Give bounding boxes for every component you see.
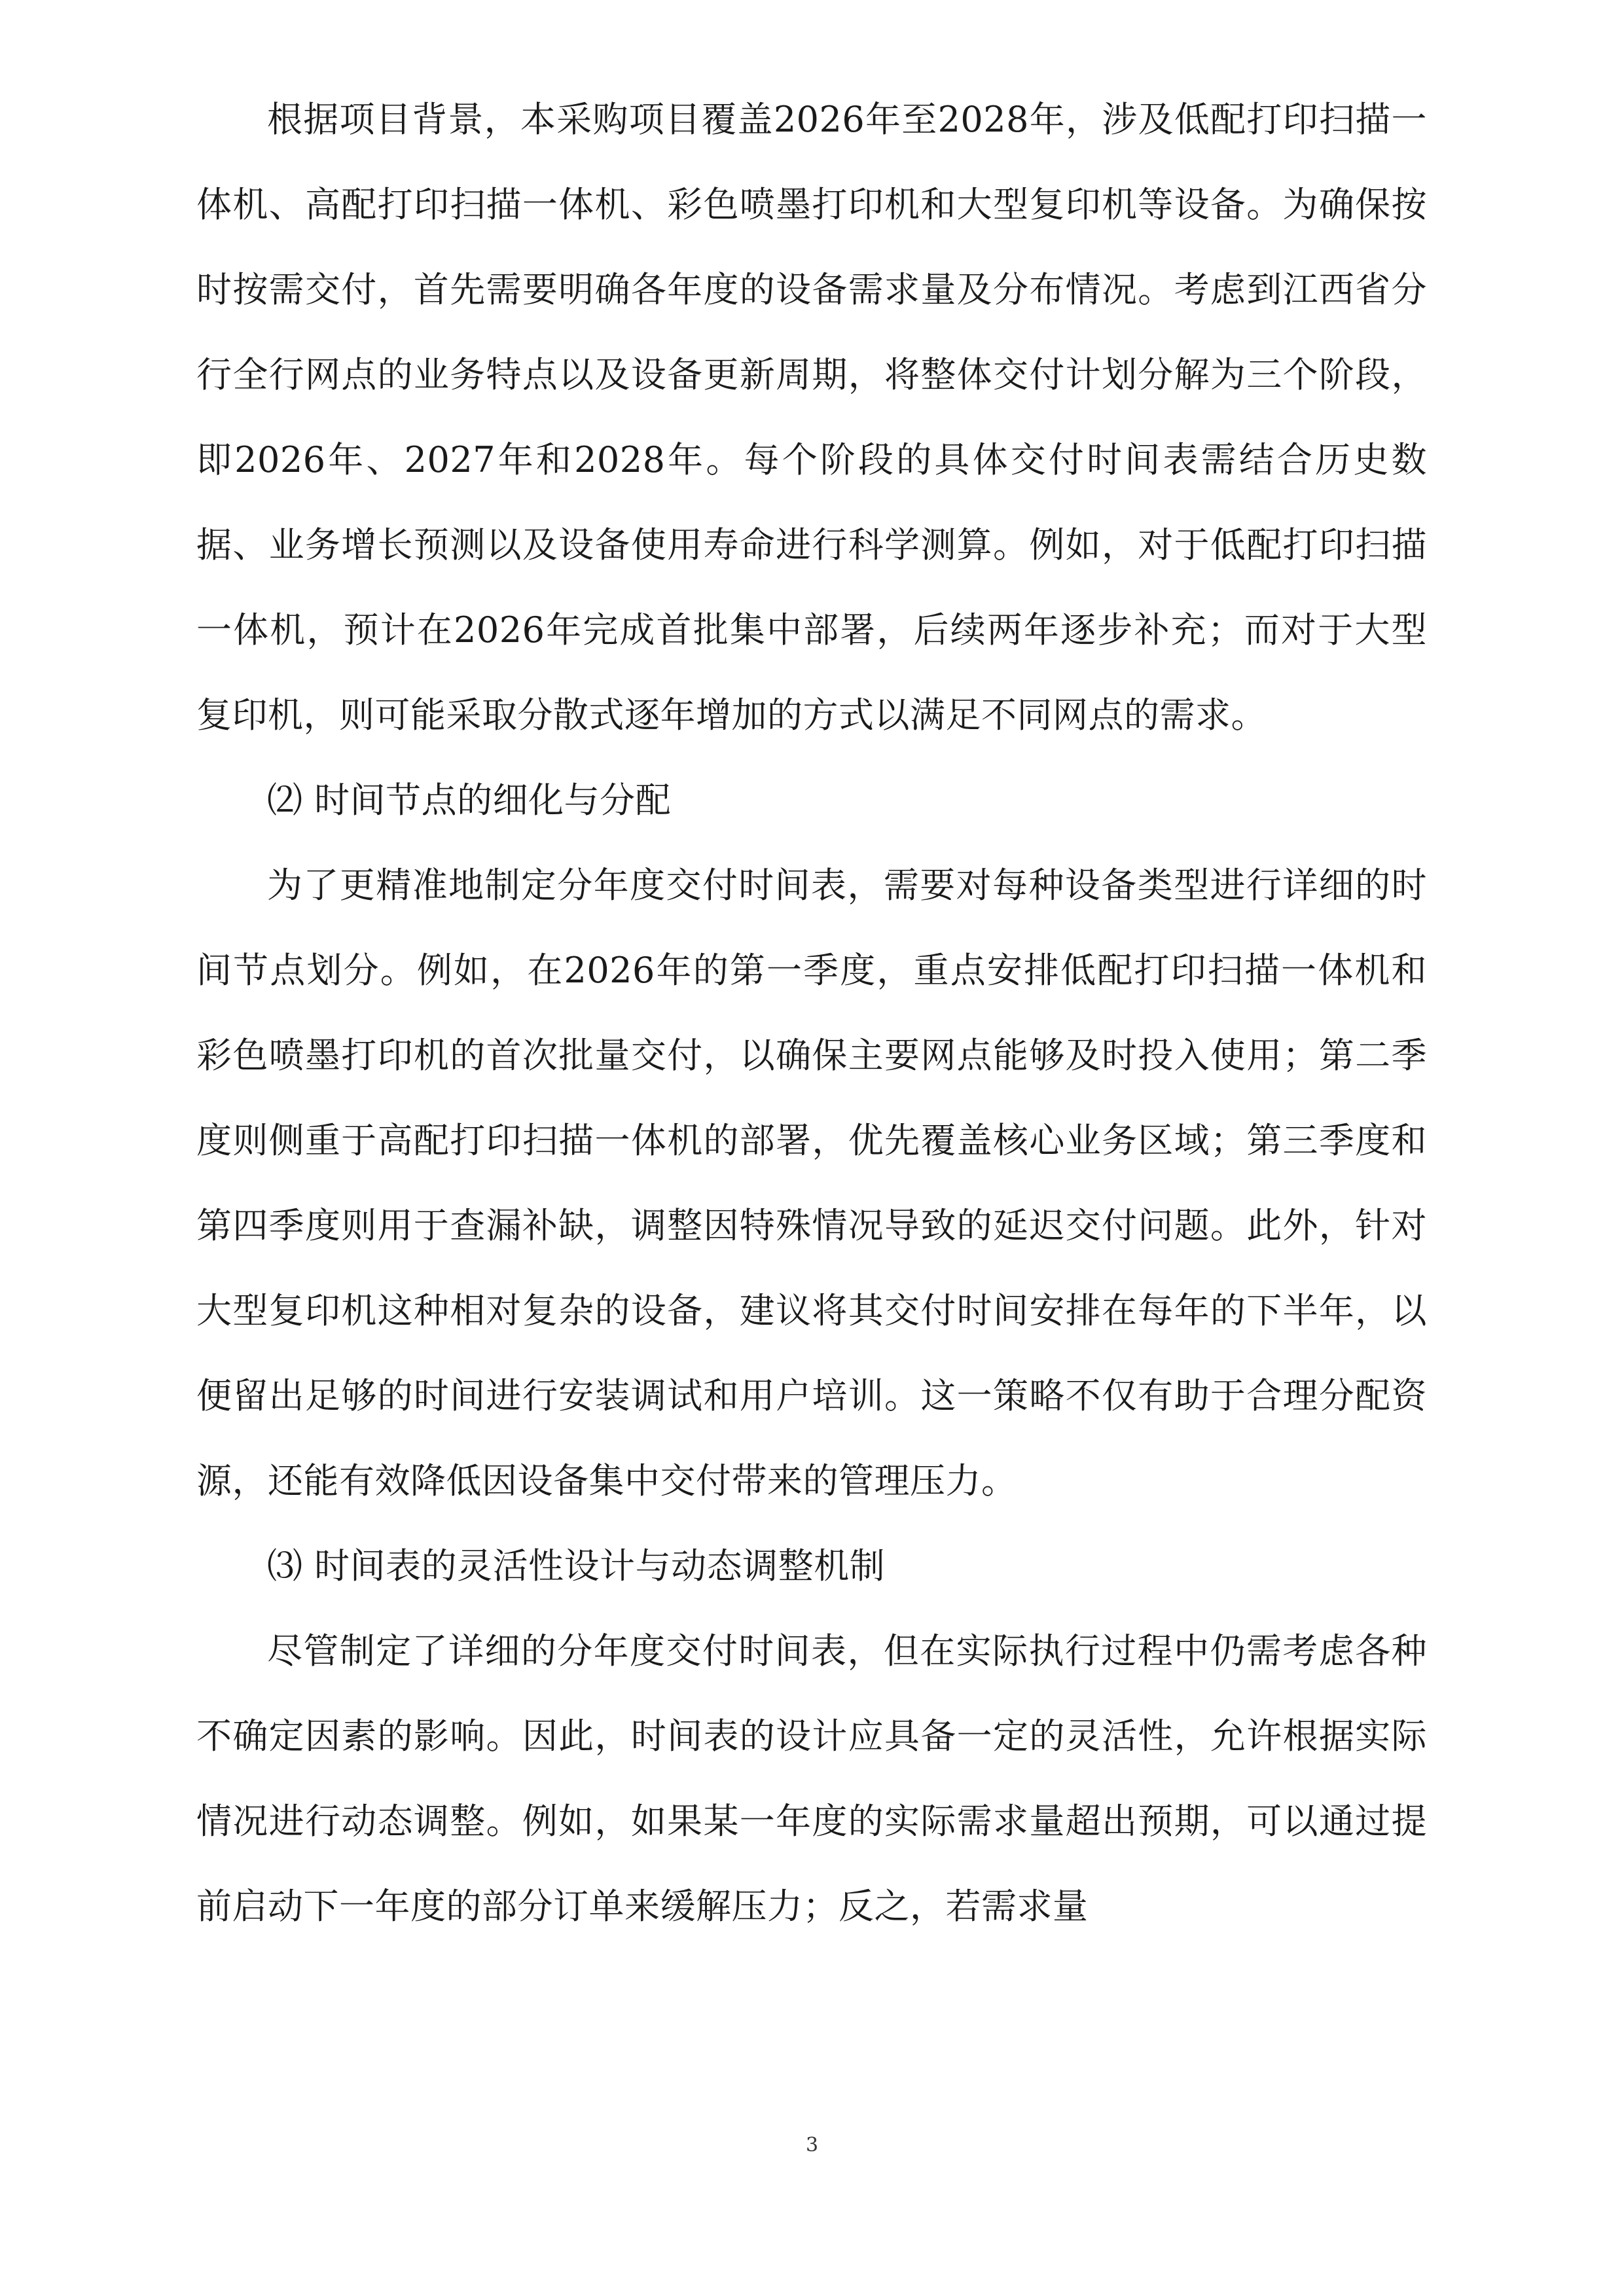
section-heading-flexibility: ⑶ 时间表的灵活性设计与动态调整机制 — [267, 1545, 886, 1587]
paragraph-project-background: 根据项目背景，本采购项目覆盖2026年至2028年，涉及低配打印扫描一体机、高配打印扫描一体机、彩色喷墨打印机和大型复印机等设备。为确保按时按需交付，首先需要明确各年度的设备需求量及分布情况。考虑到江西省分行全行网点的业务特点以及设备更新周期，将整体交付计划分解为三个阶段，即2026年、2027年和2028年。每个阶段的具体交付时间表需结合历史数据、业务增长预测以及设备使用寿命进行科学测算。例如，对于低配打印扫描一体机，预计在2026年完成首批集中部署，后续两年逐步补充；而对于大型复印机，则可能采取分散式逐年增加的方式以满足不同网点的需求。 — [196, 99, 1427, 736]
section-heading-time-nodes: ⑵ 时间节点的细化与分配 — [267, 780, 672, 821]
paragraph-time-nodes: 为了更精准地制定分年度交付时间表，需要对每种设备类型进行详细的时间节点划分。例如，在2026年的第一季度，重点安排低配打印扫描一体机和彩色喷墨打印机的首次批量交付，以确保主要网点能够及时投入使用；第二季度则侧重于高配打印扫描一体机的部署，优先覆盖核心业务区域；第三季度和第四季度则用于查漏补缺，调整因特殊情况导致的延迟交付问题。此外，针对大型复印机这种相对复杂的设备，建议将其交付时间安排在每年的下半年，以便留出足够的时间进行安装调试和用户培训。这一策略不仅有助于合理分配资源，还能有效降低因设备集中交付带来的管理压力。 — [196, 865, 1427, 1501]
page-content — [196, 77, 1427, 1949]
paragraph-flexibility: 尽管制定了详细的分年度交付时间表，但在实际执行过程中仍需考虑各种不确定因素的影响。因此，时间表的设计应具备一定的灵活性，允许根据实际情况进行动态调整。例如，如果某一年度的实际需求量超出预期，可以通过提前启动下一年度的部分订单来缓解压力；反之，若需求量 — [196, 1630, 1427, 1927]
page-number: 3 — [805, 2134, 819, 2157]
